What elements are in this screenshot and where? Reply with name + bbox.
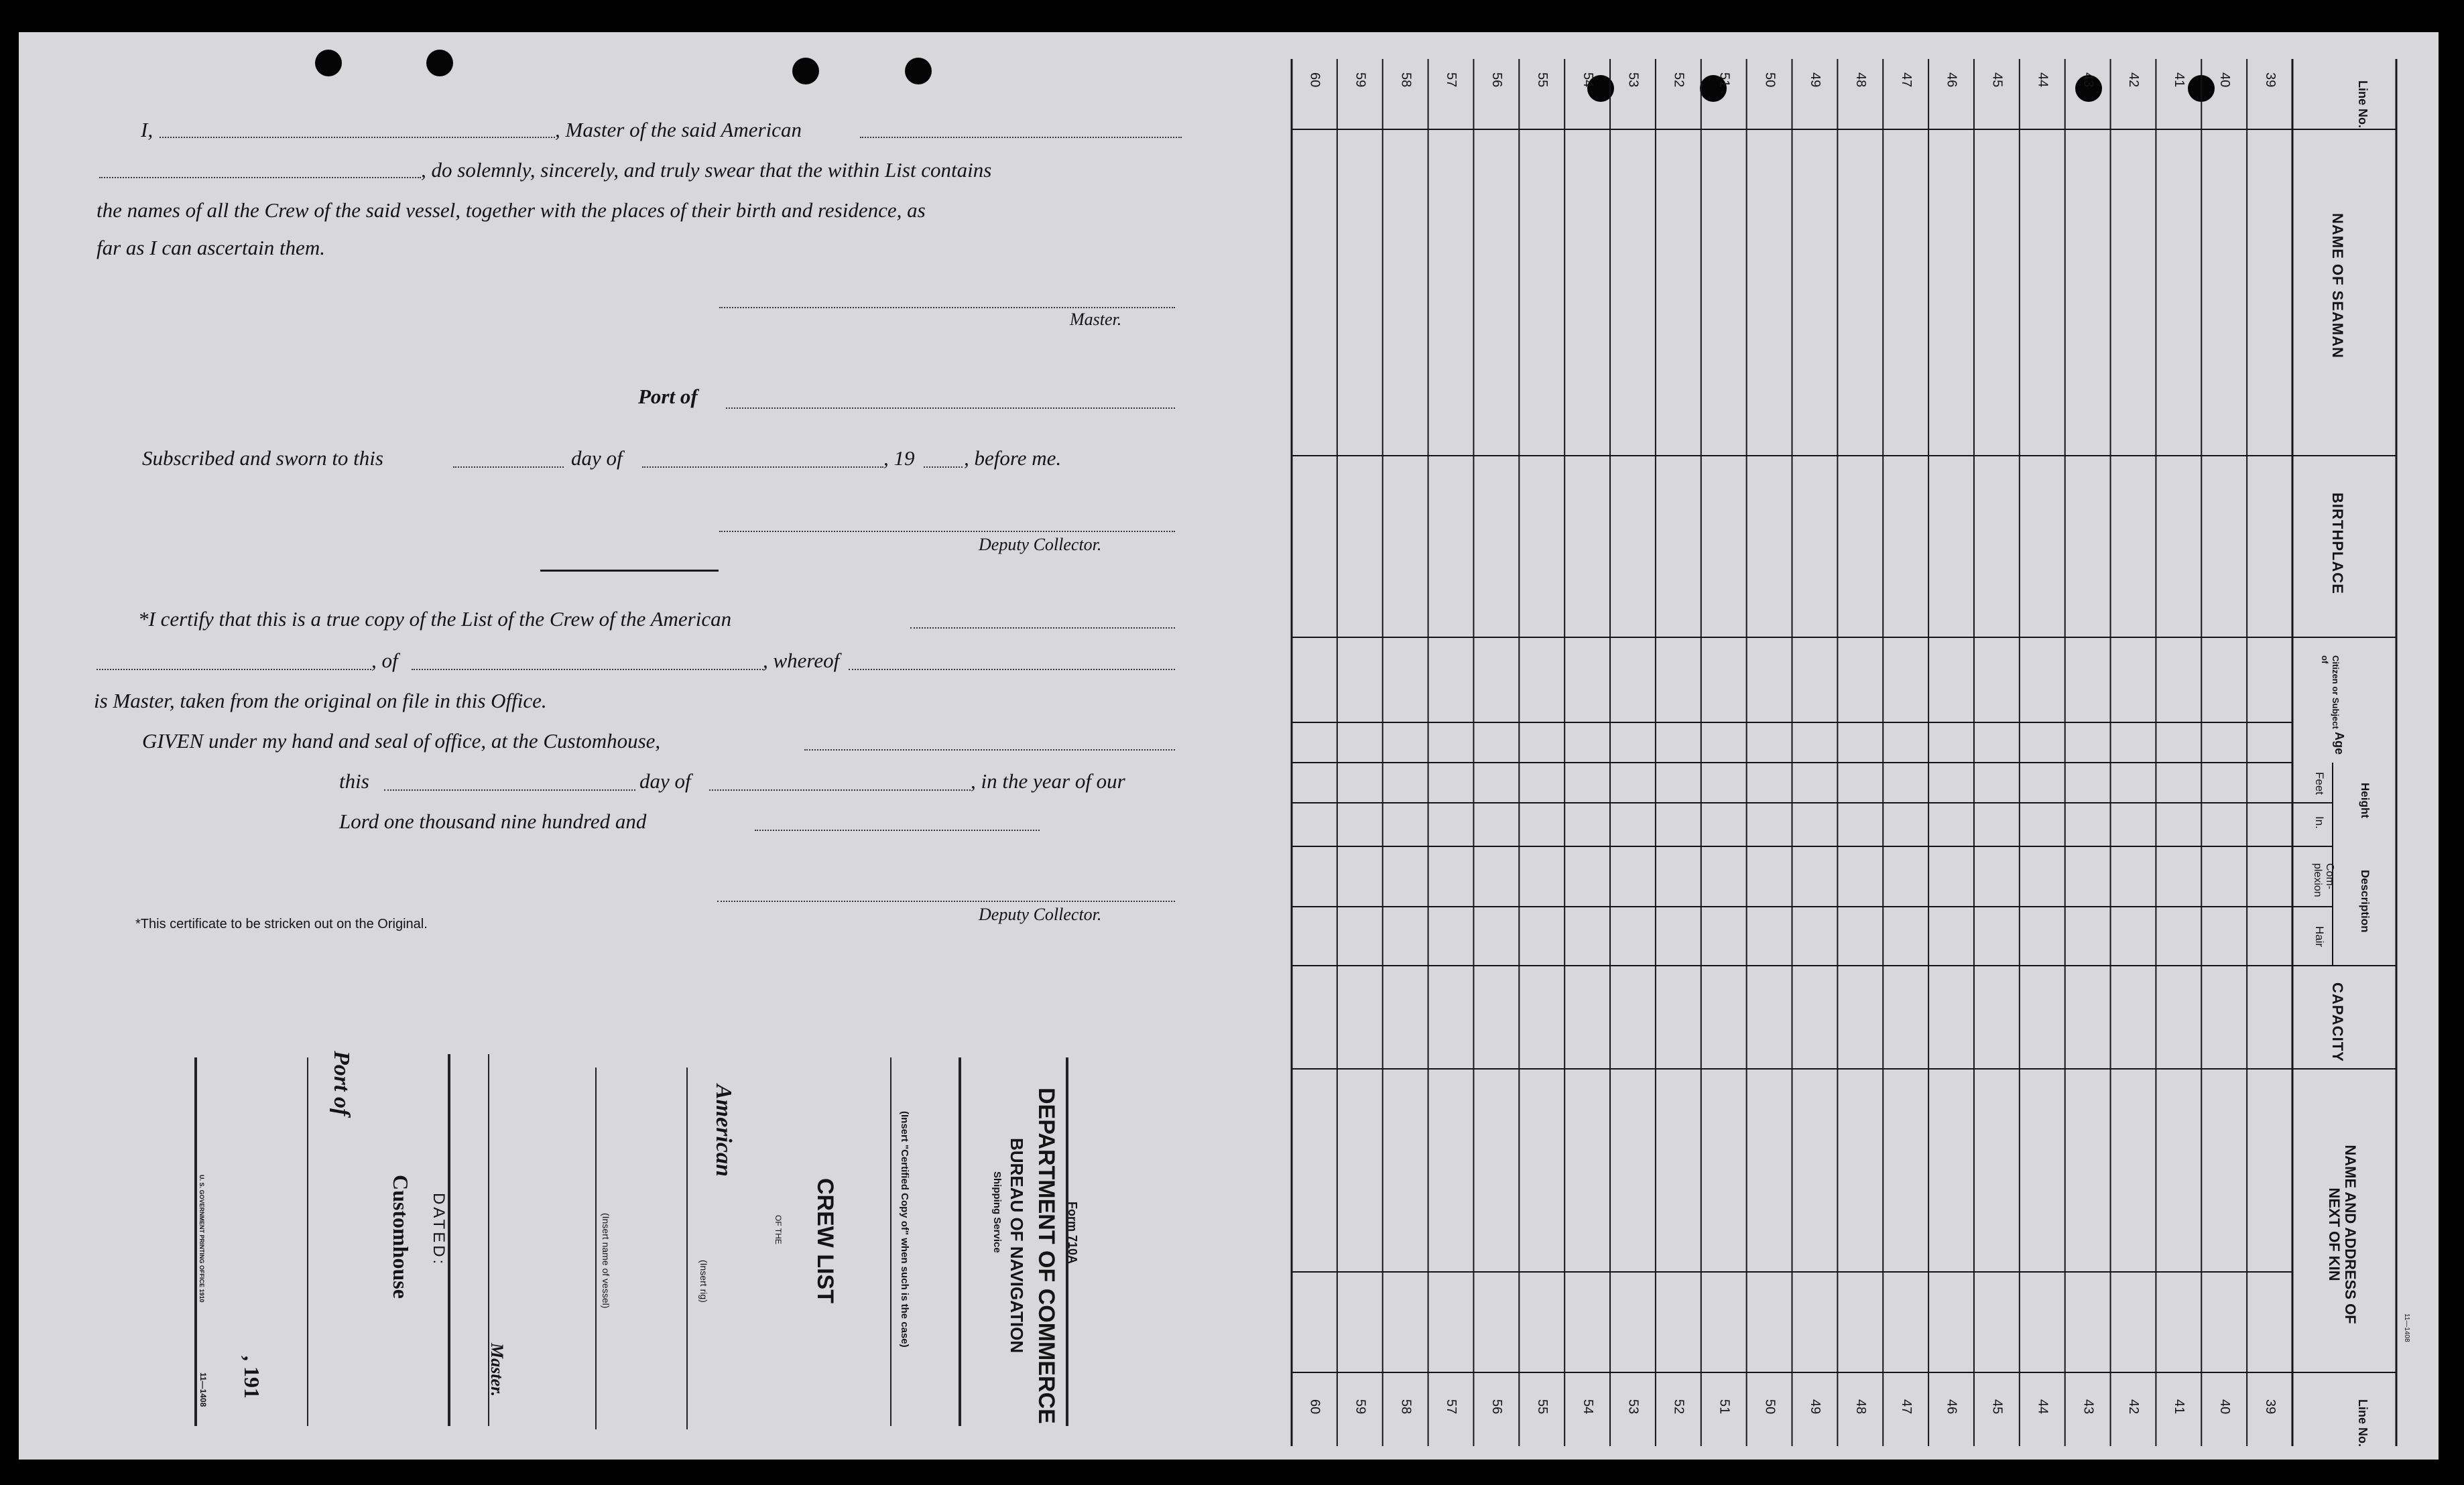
port-field[interactable] xyxy=(726,407,1175,409)
punch-hole xyxy=(905,58,932,84)
cover-year: , 191 xyxy=(240,1356,264,1399)
given-month-field[interactable] xyxy=(709,789,971,791)
line-number-top: 45 xyxy=(1989,72,2005,88)
cover-american: American xyxy=(711,1084,736,1177)
certify-master-field[interactable] xyxy=(849,669,1175,670)
deputy-signature-field[interactable] xyxy=(719,531,1175,532)
cover-insert-name: (Insert name of vessel) xyxy=(601,1213,611,1309)
cover-department: DEPARTMENT OF COMMERCE xyxy=(1034,1088,1059,1424)
line-number-top: 58 xyxy=(1398,72,1414,88)
oath-line4: far as I can ascertain them. xyxy=(97,236,325,259)
line-number-bottom: 58 xyxy=(1398,1399,1414,1415)
certify-of: , of xyxy=(371,649,398,672)
line-number-top: 43 xyxy=(2081,72,2096,88)
line-number-bottom: 44 xyxy=(2035,1399,2050,1415)
certificate-footnote: *This certificate to be stricken out on the Original. xyxy=(135,917,428,931)
header-height: Height xyxy=(2359,783,2371,818)
cover-form-number: Form 710A xyxy=(1066,1202,1079,1265)
line-number-bottom: 40 xyxy=(2217,1399,2232,1415)
master-name-field[interactable] xyxy=(160,137,555,138)
line-number-top: 41 xyxy=(2172,72,2187,88)
line-number-top: 39 xyxy=(2262,72,2278,88)
certify-port-field[interactable] xyxy=(412,669,763,670)
line-number-top: 52 xyxy=(1671,72,1686,88)
header-age: Age xyxy=(2333,732,2346,755)
line-number-top: 44 xyxy=(2035,72,2050,88)
given-year-field[interactable] xyxy=(755,830,1040,831)
section-divider xyxy=(540,570,719,572)
line-number-top: 40 xyxy=(2217,72,2232,88)
header-description: Description xyxy=(2359,870,2371,933)
line-number-top: 42 xyxy=(2126,72,2142,88)
line-number-bottom: 51 xyxy=(1717,1399,1732,1415)
punch-hole xyxy=(792,58,819,84)
crew-ledger-table xyxy=(1277,32,2403,1460)
cover-rule xyxy=(595,1068,597,1429)
cover-customhouse: Customhouse xyxy=(389,1175,413,1299)
line-number-bottom: 54 xyxy=(1580,1399,1595,1415)
vessel-type-field[interactable] xyxy=(860,137,1182,138)
line-number-top: 60 xyxy=(1307,72,1322,88)
subscribed-year-field[interactable] xyxy=(924,466,963,468)
cover-of-the: OF THE xyxy=(774,1215,783,1244)
cover-dated: DATED: xyxy=(430,1193,448,1267)
header-citizen: Citizen or Subject of xyxy=(2320,655,2341,729)
cover-rule xyxy=(448,1054,450,1426)
cover-master: Master. xyxy=(487,1343,507,1397)
header-line-no-bottom: Line No. xyxy=(2356,1399,2369,1447)
cover-form-code: 11—1408 xyxy=(198,1372,208,1407)
certify-vessel-type-field[interactable] xyxy=(910,627,1175,629)
line-number-bottom: 52 xyxy=(1671,1399,1686,1415)
given-in-year: , in the year of our xyxy=(971,769,1125,793)
line-number-bottom: 49 xyxy=(1808,1399,1823,1415)
cover-insert-certified: (Insert "Certified Copy of" when such is the case) xyxy=(899,1111,910,1348)
cover-rule xyxy=(194,1057,197,1426)
line-number-bottom: 50 xyxy=(1762,1399,1778,1415)
header-inches: In. xyxy=(2313,816,2326,829)
subscribed-day-of: day of xyxy=(571,446,623,470)
header-capacity: CAPACITY xyxy=(2329,982,2346,1062)
certify-deputy-collector-label: Deputy Collector. xyxy=(979,905,1102,924)
subscribed-text: Subscribed and sworn to this xyxy=(142,446,383,470)
punch-hole xyxy=(426,50,453,76)
cover-port-of: Port of xyxy=(329,1051,354,1116)
header-complexion: Com- plexion xyxy=(2312,863,2335,897)
line-number-top: 47 xyxy=(1898,72,1914,88)
line-number-top: 51 xyxy=(1717,72,1732,88)
vessel-name-field[interactable] xyxy=(99,177,421,178)
header-line-no: Line No. xyxy=(2356,80,2369,128)
certify-vessel-name-field[interactable] xyxy=(97,669,371,670)
punch-hole xyxy=(315,50,342,76)
line-number-top: 55 xyxy=(1534,72,1550,88)
given-day-of: day of xyxy=(639,769,691,793)
line-number-bottom: 60 xyxy=(1307,1399,1322,1415)
line-number-bottom: 45 xyxy=(1989,1399,2005,1415)
line-number-bottom: 57 xyxy=(1444,1399,1459,1415)
header-birthplace: BIRTHPLACE xyxy=(2329,493,2346,594)
given-day-field[interactable] xyxy=(384,789,635,791)
lord-text: Lord one thousand nine hundred and xyxy=(339,810,647,833)
line-number-top: 46 xyxy=(1944,72,1959,88)
header-hair: Hair xyxy=(2313,926,2326,948)
cover-insert-rig: (Insert rig) xyxy=(698,1260,709,1303)
line-number-top: 56 xyxy=(1489,72,1505,88)
cover-rule xyxy=(959,1057,961,1426)
given-this: this xyxy=(339,769,369,793)
oath-swear: , do solemnly, sincerely, and truly swear that the within List contains xyxy=(421,158,992,182)
subscribed-year-prefix: , 19 xyxy=(883,446,915,470)
before-me-text: , before me. xyxy=(964,446,1062,470)
header-feet: Feet xyxy=(2313,772,2326,795)
line-number-bottom: 43 xyxy=(2081,1399,2096,1415)
cover-service: Shipping Service xyxy=(991,1171,1003,1253)
subscribed-month-field[interactable] xyxy=(642,466,883,468)
line-number-top: 49 xyxy=(1808,72,1823,88)
line-number-bottom: 55 xyxy=(1534,1399,1550,1415)
line-number-bottom: 47 xyxy=(1898,1399,1914,1415)
given-text: GIVEN under my hand and seal of office, at the Customhouse, xyxy=(142,729,661,753)
cover-printer: U. S. GOVERNMENT PRINTING OFFICE 1910 xyxy=(198,1175,205,1303)
cover-crew-list-title: CREW LIST xyxy=(812,1178,838,1303)
line-number-bottom: 48 xyxy=(1853,1399,1869,1415)
certify-whereof: , whereof xyxy=(763,649,840,672)
line-number-bottom: 46 xyxy=(1944,1399,1959,1415)
line-number-bottom: 42 xyxy=(2126,1399,2142,1415)
line-number-top: 59 xyxy=(1353,72,1368,88)
cover-rule xyxy=(307,1057,308,1426)
oath-master-of: , Master of the said American xyxy=(555,118,802,141)
cover-rule xyxy=(890,1057,891,1426)
line-number-top: 50 xyxy=(1762,72,1778,88)
certify-line3: is Master, taken from the original on file in this Office. xyxy=(94,689,547,712)
oath-i: I, xyxy=(141,118,153,141)
ledger-form-code: 11—1408 xyxy=(2403,1313,2410,1342)
cover-rule xyxy=(686,1068,688,1429)
line-number-top: 57 xyxy=(1444,72,1459,88)
line-number-top: 53 xyxy=(1625,72,1641,88)
oath-line3: the names of all the Crew of the said vessel, together with the places of their birth and residence, as xyxy=(97,198,926,222)
master-signature-field[interactable] xyxy=(719,307,1175,308)
deputy-collector-label: Deputy Collector. xyxy=(979,535,1102,554)
line-number-bottom: 41 xyxy=(2172,1399,2187,1415)
cover-bureau: BUREAU OF NAVIGATION xyxy=(1007,1138,1027,1354)
subscribed-day-field[interactable] xyxy=(453,466,564,468)
certify-deputy-signature-field[interactable] xyxy=(717,901,1175,902)
port-of-label: Port of xyxy=(638,385,698,408)
line-number-bottom: 39 xyxy=(2262,1399,2278,1415)
line-number-bottom: 56 xyxy=(1489,1399,1505,1415)
customhouse-field[interactable] xyxy=(804,749,1175,751)
master-signature-label: Master. xyxy=(1070,310,1122,329)
line-number-top: 48 xyxy=(1853,72,1869,88)
header-name-of-seaman: NAME OF SEAMAN xyxy=(2329,213,2346,359)
header-next-of-kin: NAME AND ADDRESS OF NEXT OF KIN xyxy=(2326,1145,2359,1324)
certify-line1: *I certify that this is a true copy of the List of the Crew of the American xyxy=(138,607,732,631)
line-number-bottom: 59 xyxy=(1353,1399,1368,1415)
line-number-top: 54 xyxy=(1580,72,1595,88)
line-number-bottom: 53 xyxy=(1625,1399,1641,1415)
